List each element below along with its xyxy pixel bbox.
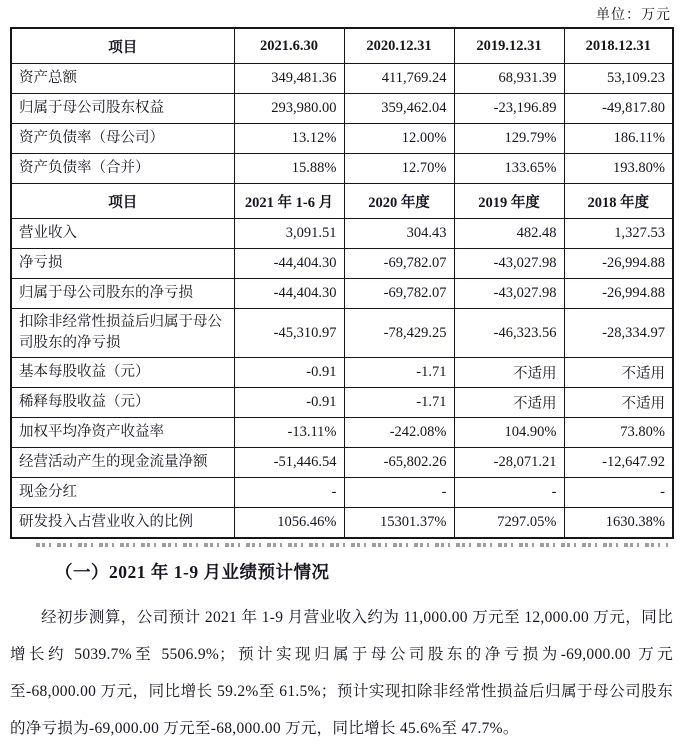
- row-label: 净亏损: [11, 249, 234, 279]
- clipped-footnote-line: [36, 543, 668, 547]
- column-header: 2019 年度: [454, 184, 564, 219]
- table-row: [11, 309, 673, 358]
- cell-value: 12.00%: [344, 124, 454, 154]
- cell-value: -0.91: [234, 388, 344, 418]
- table-header-row: [11, 28, 673, 64]
- column-header: 项目: [11, 28, 234, 64]
- cell-value: -1.71: [344, 358, 454, 388]
- row-label: 基本每股收益（元）: [11, 358, 234, 388]
- cell-value: -46,323.56: [454, 309, 564, 358]
- table-row: [11, 388, 673, 418]
- cell-value: -26,994.88: [564, 249, 673, 279]
- cell-value: 不适用: [454, 358, 564, 388]
- cell-value: -69,782.07: [344, 279, 454, 309]
- cell-value: 53,109.23: [564, 64, 673, 94]
- cell-value: -43,027.98: [454, 279, 564, 309]
- cell-value: -26,994.88: [564, 279, 673, 309]
- cell-value: -51,446.54: [234, 448, 344, 478]
- cell-value: 359,462.04: [344, 94, 454, 124]
- row-label: 归属于母公司股东权益: [11, 94, 234, 124]
- cell-value: -69,782.07: [344, 249, 454, 279]
- column-header: 2018.12.31: [564, 28, 673, 64]
- cell-value: -: [454, 478, 564, 508]
- cell-value: -13.11%: [234, 418, 344, 448]
- cell-value: 不适用: [564, 388, 673, 418]
- cell-value: 1,327.53: [564, 219, 673, 249]
- row-label: 稀释每股收益（元）: [11, 388, 234, 418]
- cell-value: -28,071.21: [454, 448, 564, 478]
- cell-value: -65,802.26: [344, 448, 454, 478]
- cell-value: 15.88%: [234, 154, 344, 184]
- cell-value: -: [344, 478, 454, 508]
- table-row: [11, 94, 673, 124]
- cell-value: -: [234, 478, 344, 508]
- table-row: [11, 124, 673, 154]
- cell-value: -: [564, 478, 673, 508]
- column-header: 2020.12.31: [344, 28, 454, 64]
- cell-value: 411,769.24: [344, 64, 454, 94]
- cell-value: 304.43: [344, 219, 454, 249]
- column-header: 2020 年度: [344, 184, 454, 219]
- cell-value: -0.91: [234, 358, 344, 388]
- cell-value: 15301.37%: [344, 508, 454, 539]
- row-label: 资产总额: [11, 64, 234, 94]
- section-heading: （一）2021 年 1-9 月业绩预计情况: [55, 562, 330, 583]
- financial-table: [10, 27, 674, 539]
- table-row: [11, 358, 673, 388]
- cell-value: 349,481.36: [234, 64, 344, 94]
- cell-value: 129.79%: [454, 124, 564, 154]
- unit-label: 单位：万元: [596, 8, 671, 23]
- column-header: 2019.12.31: [454, 28, 564, 64]
- cell-value: 3,091.51: [234, 219, 344, 249]
- column-header: 项目: [11, 184, 234, 219]
- cell-value: 13.12%: [234, 124, 344, 154]
- row-label: 经营活动产生的现金流量净额: [11, 448, 234, 478]
- cell-value: 不适用: [564, 358, 673, 388]
- table-row: [11, 219, 673, 249]
- cell-value: 133.65%: [454, 154, 564, 184]
- cell-value: -1.71: [344, 388, 454, 418]
- row-label: 扣除非经常性损益后归属于母公司股东的净亏损: [11, 309, 234, 358]
- cell-value: 1630.38%: [564, 508, 673, 539]
- table-row: [11, 478, 673, 508]
- column-header: 2021.6.30: [234, 28, 344, 64]
- row-label: 营业收入: [11, 219, 234, 249]
- cell-value: -28,334.97: [564, 309, 673, 358]
- cell-value: 73.80%: [564, 418, 673, 448]
- cell-value: -44,404.30: [234, 249, 344, 279]
- cell-value: 68,931.39: [454, 64, 564, 94]
- table-row: [11, 154, 673, 184]
- row-label: 资产负债率（合并）: [11, 154, 234, 184]
- cell-value: -242.08%: [344, 418, 454, 448]
- cell-value: -23,196.89: [454, 94, 564, 124]
- table-row: [11, 249, 673, 279]
- cell-value: 293,980.00: [234, 94, 344, 124]
- row-label: 资产负债率（母公司）: [11, 124, 234, 154]
- row-label: 归属于母公司股东的净亏损: [11, 279, 234, 309]
- cell-value: -44,404.30: [234, 279, 344, 309]
- forecast-paragraph: 经初步测算，公司预计 2021 年 1-9 月营业收入约为 11,000.00 万元至 12,000.00 万元，同比增长约 5039.7%至 5506.9%；预计实现归属于母公司股东的净亏损为-69,000.00 万元至-68,000.00 万元，同比增长 59.2%至 61.5%；预计实现扣除非经常性损益后归属于母公司股东的净亏损为-69,000.00 万元至-68,000.00 万元，同比增长 45.6%至 47.7%。: [10, 609, 673, 737]
- cell-value: 7297.05%: [454, 508, 564, 539]
- table-row: [11, 64, 673, 94]
- cell-value: -12,647.92: [564, 448, 673, 478]
- cell-value: 482.48: [454, 219, 564, 249]
- table-row: [11, 448, 673, 478]
- row-label: 研发投入占营业收入的比例: [11, 508, 234, 539]
- cell-value: 193.80%: [564, 154, 673, 184]
- row-label: 加权平均净资产收益率: [11, 418, 234, 448]
- cell-value: 1056.46%: [234, 508, 344, 539]
- table-row: [11, 418, 673, 448]
- cell-value: 104.90%: [454, 418, 564, 448]
- cell-value: -43,027.98: [454, 249, 564, 279]
- cell-value: 186.11%: [564, 124, 673, 154]
- cell-value: 不适用: [454, 388, 564, 418]
- cell-value: 12.70%: [344, 154, 454, 184]
- table-header-row: [11, 184, 673, 219]
- table-row: [11, 279, 673, 309]
- cell-value: -78,429.25: [344, 309, 454, 358]
- table-row: [11, 508, 673, 539]
- cell-value: -49,817.80: [564, 94, 673, 124]
- row-label: 现金分红: [11, 478, 234, 508]
- column-header: 2021 年 1-6 月: [234, 184, 344, 219]
- column-header: 2018 年度: [564, 184, 673, 219]
- cell-value: -45,310.97: [234, 309, 344, 358]
